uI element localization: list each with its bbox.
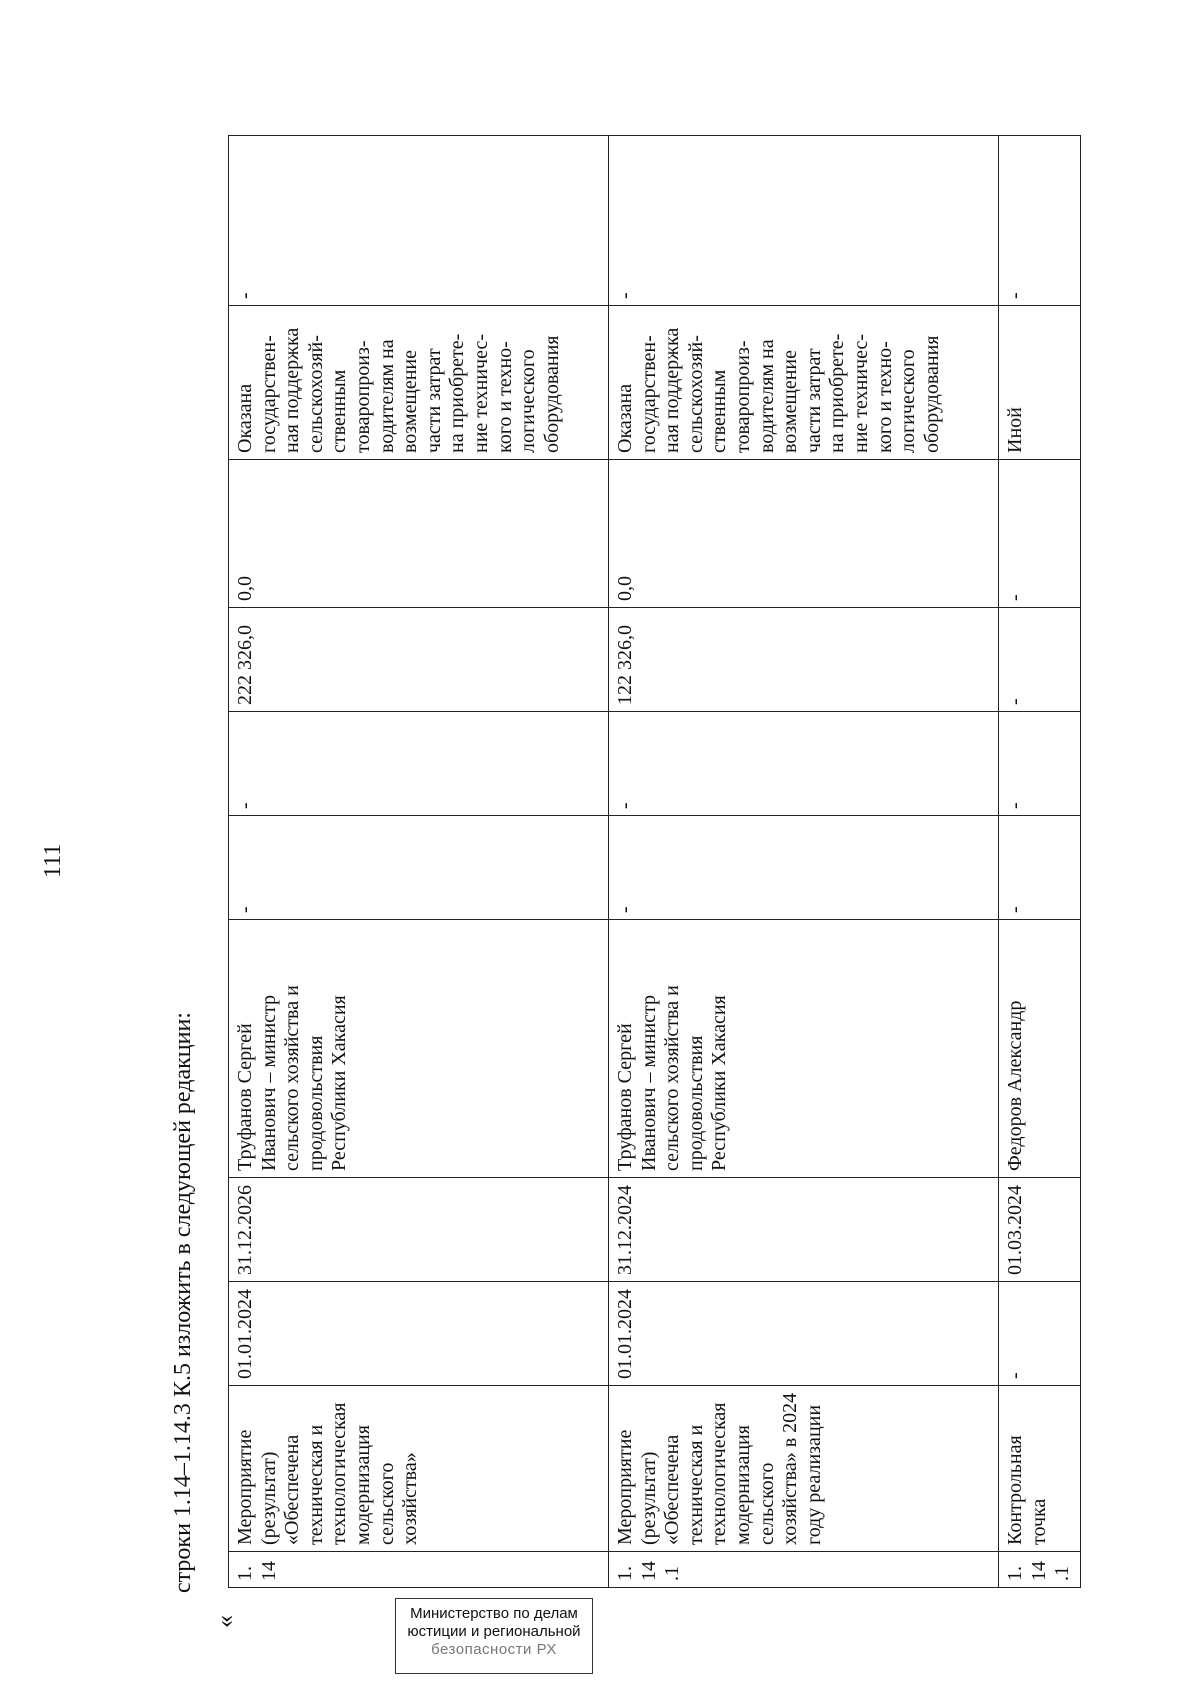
cell-responsible: Федоров Александр: [999, 920, 1081, 1178]
cell-result: Оказана государствен- ная поддержка сельскохозяй- ственным товаропроиз- водителям на возмещение части затрат на приобрете- ние техничес- кого и техно- логического оборудования: [609, 306, 999, 460]
cell-responsible: Труфанов Сергей Иванович – министр сельского хозяйства и продовольствия Республики Хакасия: [229, 920, 609, 1178]
cell-name: Мероприятие (результат) «Обеспечена техническая и технологическая модернизация сельского хозяйства»: [229, 1386, 609, 1552]
cell-end-date: 31.12.2024: [609, 1178, 999, 1282]
cell-number: 1.14.1: [999, 1552, 1081, 1588]
cell-value: 222 326,0: [229, 608, 609, 712]
cell-value: -: [999, 816, 1081, 920]
cell-value: -: [999, 608, 1081, 712]
intro-text: строки 1.14–1.14.3 К.5 изложить в следующей редакции:: [170, 1012, 196, 1593]
cell-value: -: [999, 460, 1081, 608]
table-row: [609, 136, 999, 1588]
ministry-stamp: [395, 1598, 593, 1674]
cell-end-date: 31.12.2026: [229, 1178, 609, 1282]
cell-value: -: [609, 712, 999, 816]
cell-end-date: 01.03.2024: [999, 1178, 1081, 1282]
stamp-line: юстиции и региональной: [407, 1623, 581, 1640]
cell-start-date: 01.01.2024: [609, 1282, 999, 1386]
cell-start-date: -: [999, 1282, 1081, 1386]
stamp-line: Министерство по делам: [410, 1605, 578, 1622]
cell-start-date: 01.01.2024: [229, 1282, 609, 1386]
cell-value: -: [609, 816, 999, 920]
table-row: [999, 136, 1081, 1588]
page-number: 111: [40, 843, 66, 878]
cell-value: -: [229, 712, 609, 816]
cell-value: -: [609, 136, 999, 306]
table-row: [229, 136, 609, 1588]
cell-result: Иной: [999, 306, 1081, 460]
cell-name: Контрольная точка: [999, 1386, 1081, 1552]
activities-table: [228, 135, 1081, 1588]
stamp-line: безопасности РХ: [431, 1641, 557, 1658]
cell-number: 1.14.1: [609, 1552, 999, 1588]
cell-value: 0,0: [609, 460, 999, 608]
cell-responsible: Труфанов Сергей Иванович – министр сельского хозяйства и продовольствия Республики Хакасия: [609, 920, 999, 1178]
cell-number: 1.14: [229, 1552, 609, 1588]
cell-name: Мероприятие (результат) «Обеспечена техническая и технологическая модернизация сельского хозяйства» в 2024 году реализации: [609, 1386, 999, 1552]
open-quote: «: [210, 1615, 239, 1628]
cell-value: -: [999, 136, 1081, 306]
cell-value: 122 326,0: [609, 608, 999, 712]
cell-value: -: [229, 136, 609, 306]
cell-result: Оказана государствен- ная поддержка сельскохозяй- ственным товаропроиз- водителям на возмещение части затрат на приобрете- ние техничес- кого и техно- логического оборудования: [229, 306, 609, 460]
cell-value: -: [999, 712, 1081, 816]
cell-value: -: [229, 816, 609, 920]
cell-value: 0,0: [229, 460, 609, 608]
